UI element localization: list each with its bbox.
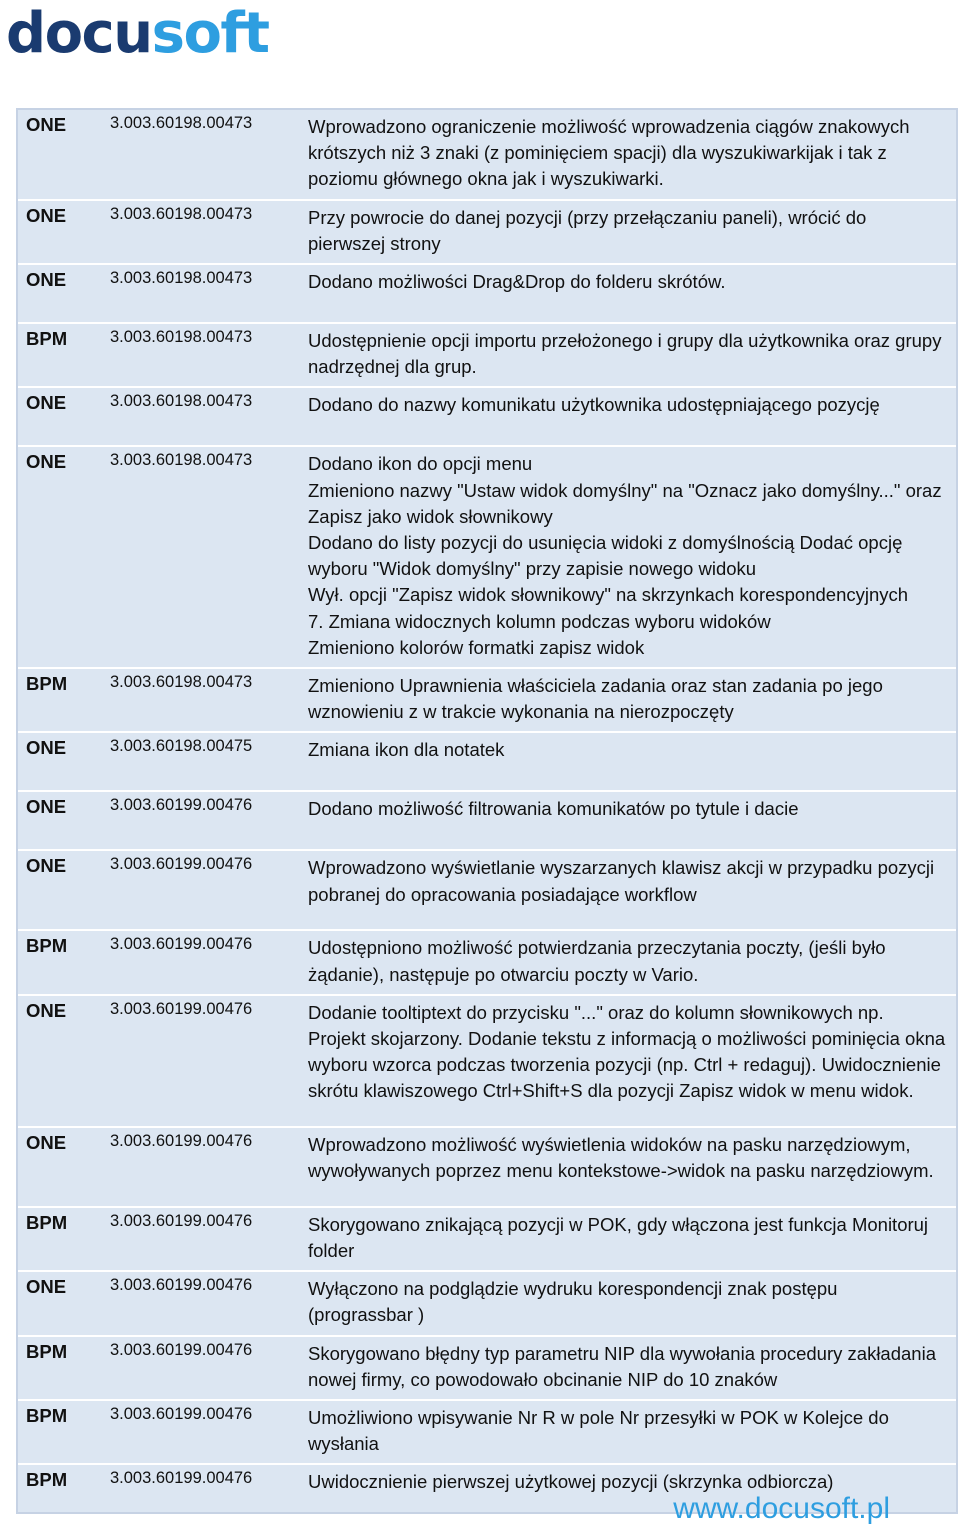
- description-line: Wprowadzono wyświetlanie wyszarzanych klawisz akcji w przypadku pozycji pobranej do opracowania posiadające workflow: [308, 857, 935, 905]
- description-line: Zmieniono kolorów formatki zapisz widok: [308, 636, 645, 658]
- system-cell: ONE: [18, 733, 110, 792]
- system-cell: ONE: [18, 851, 110, 931]
- description-line: Zmieniono nazwy "Ustaw widok domyślny" na "Oznacz jako domyślny..." oraz Zapisz jako widok słownikowy: [308, 479, 942, 527]
- description-line: Wprowadzono ograniczenie możliwość wprowadzenia ciągów znakowych krótszych niż 3 znaki (z pominięciem spacji) dla wyszukiwarkijak i tak z poziomu głównego okna jak i wyszukiwarki.: [308, 116, 910, 190]
- version-cell: 3.003.60199.00476: [110, 931, 298, 995]
- description-cell: [298, 1337, 956, 1401]
- description-cell: [298, 265, 956, 324]
- system-cell: ONE: [18, 1272, 110, 1336]
- description-line: Uwidocznienie pierwszej użytkowej pozycji (skrzynka odbiorcza): [308, 1471, 834, 1493]
- description-cell: [298, 388, 956, 447]
- version-cell: 3.003.60198.00473: [110, 447, 298, 669]
- description-line: Dodano do listy pozycji do usunięcia widoki z domyślnością Dodać opcję wyboru "Widok domyślny" przy zapisie nowego widoku: [308, 532, 903, 580]
- description-cell: [298, 733, 956, 792]
- version-cell: 3.003.60199.00476: [110, 1401, 298, 1465]
- version-cell: 3.003.60199.00476: [110, 1208, 298, 1272]
- description-line: Zmiana ikon dla notatek: [308, 739, 505, 761]
- changelog-row: [18, 201, 956, 265]
- version-cell: 3.003.60199.00476: [110, 996, 298, 1128]
- system-cell: BPM: [18, 1401, 110, 1465]
- footer-url: www.docusoft.pl: [673, 1492, 890, 1525]
- changelog-row: [18, 669, 956, 733]
- description-line: Przy powrocie do danej pozycji (przy przełączaniu paneli), wrócić do pierwszej strony: [308, 206, 867, 254]
- description-line: Dodano możliwość filtrowania komunikatów po tytule i dacie: [308, 798, 799, 820]
- description-line: Wył. opcji "Zapisz widok słownikowy" na skrzynkach korespondencyjnych: [308, 584, 909, 606]
- changelog-row: [18, 851, 956, 931]
- description-cell: [298, 669, 956, 733]
- changelog-row: [18, 110, 956, 201]
- system-cell: ONE: [18, 996, 110, 1128]
- system-cell: ONE: [18, 110, 110, 201]
- changelog-row: [18, 1401, 956, 1465]
- version-cell: 3.003.60199.00476: [110, 792, 298, 851]
- description-line: Skorygowano znikającą pozycji w POK, gdy włączona jest funkcja Monitoruj folder: [308, 1213, 929, 1262]
- version-cell: 3.003.60199.00476: [110, 1469, 253, 1488]
- system-cell: BPM: [18, 1337, 110, 1401]
- changelog-body: [18, 110, 956, 1512]
- version-cell: 3.003.60198.00473: [110, 110, 298, 201]
- system-cell: ONE: [18, 1128, 110, 1208]
- changelog-row: [18, 1272, 956, 1336]
- description-cell: [298, 447, 956, 669]
- changelog-row: [18, 265, 956, 324]
- docusoft-logo: docusoft: [6, 1, 269, 66]
- system-cell: BPM: [26, 1469, 68, 1491]
- version-cell: 3.003.60199.00476: [110, 1272, 298, 1336]
- description-cell: [298, 792, 956, 851]
- changelog-row: [18, 931, 956, 995]
- description-cell: [298, 1401, 956, 1465]
- version-cell: 3.003.60198.00473: [110, 669, 298, 733]
- system-cell: ONE: [18, 201, 110, 265]
- changelog-row: [18, 792, 956, 851]
- changelog-row: [18, 447, 956, 669]
- description-line: Umożliwiono wpisywanie Nr R w pole Nr przesyłki w POK w Kolejce do wysłania: [308, 1407, 889, 1455]
- version-cell: 3.003.60198.00473: [110, 324, 298, 388]
- changelog-row: [18, 1128, 956, 1208]
- description-line: Dodanie tooltiptext do przycisku "..." oraz do kolumn słownikowych np. Projekt skojarzony. Dodanie tekstu z informacją o możliwości pominięcia okna wyboru wzorca podczas tworzenia pozycji (np. Ctrl + redaguj). Uwidocznienie skrótu klawiszowego Ctrl+Shift+S dla pozycji Zapisz widok w menu widok.: [308, 1001, 946, 1102]
- system-cell: ONE: [18, 792, 110, 851]
- description-cell: [298, 1208, 956, 1272]
- description-cell: [298, 110, 956, 201]
- description-line: 7. Zmiana widocznych kolumn podczas wyboru widoków: [308, 610, 771, 632]
- system-cell: ONE: [18, 265, 110, 324]
- system-cell: BPM: [18, 1208, 110, 1272]
- version-cell: 3.003.60198.00473: [110, 265, 298, 324]
- version-cell: 3.003.60199.00476: [110, 851, 298, 931]
- changelog-row: [18, 1208, 956, 1272]
- changelog-row: [18, 1337, 956, 1401]
- description-cell: [298, 201, 956, 265]
- changelog-row: [18, 996, 956, 1128]
- description-line: Udostępniono możliwość potwierdzania przeczytania poczty, (jeśli było żądanie), następuje po otwarciu poczty w Vario.: [308, 937, 886, 985]
- system-cell: BPM: [18, 669, 110, 733]
- description-cell: [298, 996, 956, 1128]
- system-cell: BPM: [18, 931, 110, 995]
- description-line: Zmieniono Uprawnienia właściciela zadania oraz stan zadania po jego wznowieniu z w trakcie wykonania na nierozpoczęty: [308, 675, 883, 723]
- version-cell: 3.003.60199.00476: [110, 1128, 298, 1208]
- description-line: Dodano do nazwy komunikatu użytkownika udostępniającego pozycję: [308, 394, 880, 416]
- changelog-row: [18, 324, 956, 388]
- system-cell: ONE: [18, 388, 110, 447]
- changelog-table: [16, 108, 958, 1514]
- description-cell: [298, 1128, 956, 1208]
- version-cell: 3.003.60198.00473: [110, 201, 298, 265]
- description-line: Udostępnienie opcji importu przełożonego i grupy dla użytkownika oraz grupy nadrzędnej dla grup.: [308, 330, 942, 378]
- description-line: Wyłączono na podglądzie wydruku korespondencji znak postępu (prograssbar ): [308, 1278, 838, 1326]
- description-line: Skorygowano błędny typ parametru NIP dla wywołania procedury zakładania nowej firmy, co powodowało obcinanie NIP do 10 znaków: [308, 1342, 936, 1390]
- system-cell: ONE: [18, 447, 110, 669]
- description-cell: [298, 931, 956, 995]
- description-line: Dodano możliwości Drag&Drop do folderu skrótów.: [308, 271, 726, 293]
- changelog-row: [18, 388, 956, 447]
- description-line: Wprowadzono możliwość wyświetlenia widoków na pasku narzędziowym, wywoływanych poprzez menu kontekstowe->widok na pasku narzędziowym.: [308, 1133, 934, 1182]
- description-cell: [298, 1272, 956, 1336]
- system-cell: BPM: [18, 324, 110, 388]
- description-cell: [298, 324, 956, 388]
- version-cell: 3.003.60198.00473: [110, 388, 298, 447]
- description-cell: [298, 851, 956, 931]
- changelog-row: [18, 733, 956, 792]
- description-line: Dodano ikon do opcji menu: [308, 453, 533, 475]
- version-cell: 3.003.60199.00476: [110, 1337, 298, 1401]
- version-cell: 3.003.60198.00475: [110, 733, 298, 792]
